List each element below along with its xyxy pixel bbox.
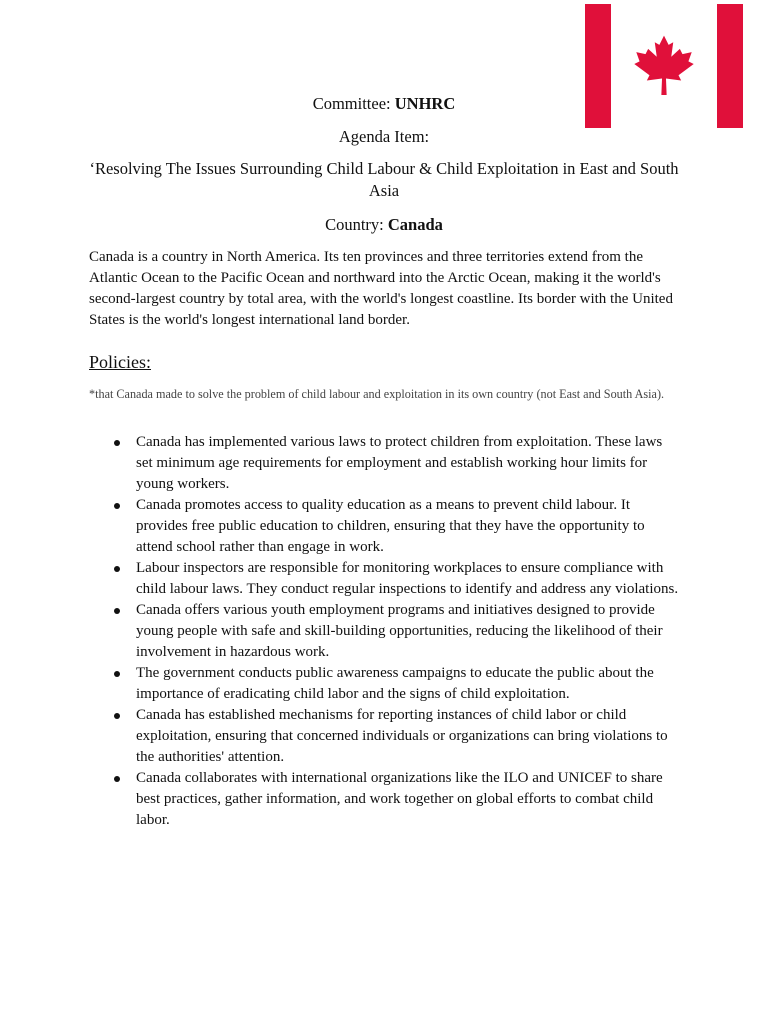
policy-text: Canada collaborates with international organizations like the ILO and UNICEF to share best practices, gather information, and work together on global efforts to combat child labor. bbox=[136, 770, 663, 828]
bullet-icon bbox=[114, 776, 120, 782]
bullet-icon bbox=[114, 503, 120, 509]
policy-text: Canada offers various youth employment programs and initiatives designed to provide young people with safe and skill-building opportunities, reducing the likelihood of their involvement in hazardous work. bbox=[136, 602, 663, 660]
country-value: Canada bbox=[387, 215, 443, 234]
agenda-item-title: ‘Resolving The Issues Surrounding Child Labour & Child Exploitation in East and South Asia bbox=[89, 159, 679, 200]
committee-label: Committee: bbox=[312, 94, 395, 113]
policy-item bbox=[89, 558, 681, 600]
policy-item bbox=[89, 705, 681, 768]
policy-text: The government conducts public awareness campaigns to educate the public about the importance of eradicating child labor and the signs of child exploitation. bbox=[136, 665, 654, 702]
bullet-icon bbox=[114, 671, 120, 677]
policies-note: *that Canada made to solve the problem of child labour and exploitation in its own country (not East and South Asia). bbox=[89, 387, 665, 401]
policy-item bbox=[89, 768, 681, 831]
committee-value: UNHRC bbox=[394, 94, 456, 113]
bullet-icon bbox=[114, 566, 120, 572]
bullet-icon bbox=[114, 608, 120, 614]
bullet-icon bbox=[114, 713, 120, 719]
maple-leaf-icon bbox=[631, 31, 697, 101]
bullet-icon bbox=[114, 440, 120, 446]
intro-paragraph: Canada is a country in North America. Its ten provinces and three territories extend from the Atlantic Ocean to the Pacific Ocean and northward into the Arctic Ocean, making it the world's second-largest country by total area, with the world's longest coastline. Its border with the United States is the world's longest international land border. bbox=[89, 249, 673, 328]
policies-list bbox=[89, 432, 681, 831]
policy-text: Labour inspectors are responsible for monitoring workplaces to ensure compliance with child labour laws. They conduct regular inspections to identify and address any violations. bbox=[136, 560, 679, 597]
agenda-item-label: Agenda Item: bbox=[338, 127, 430, 146]
country-label: Country: bbox=[325, 215, 388, 234]
policy-item bbox=[89, 432, 681, 495]
policy-item bbox=[89, 600, 681, 663]
policy-text: Canada has established mechanisms for reporting instances of child labor or child exploitation, ensuring that concerned individuals or organizations can bring violations to the authorities' attention. bbox=[136, 707, 668, 765]
country-line bbox=[0, 214, 768, 236]
policy-text: Canada has implemented various laws to protect children from exploitation. These laws set minimum age requirements for employment and establish working hour limits for young workers. bbox=[136, 434, 663, 492]
policy-item bbox=[89, 663, 681, 705]
committee-line bbox=[0, 93, 768, 115]
policy-text: Canada promotes access to quality education as a means to prevent child labour. It provides free public education to children, ensuring that they have the opportunity to attend school rather than engage in work. bbox=[136, 497, 645, 555]
policy-item bbox=[89, 495, 681, 558]
policies-heading: Policies: bbox=[89, 352, 151, 372]
